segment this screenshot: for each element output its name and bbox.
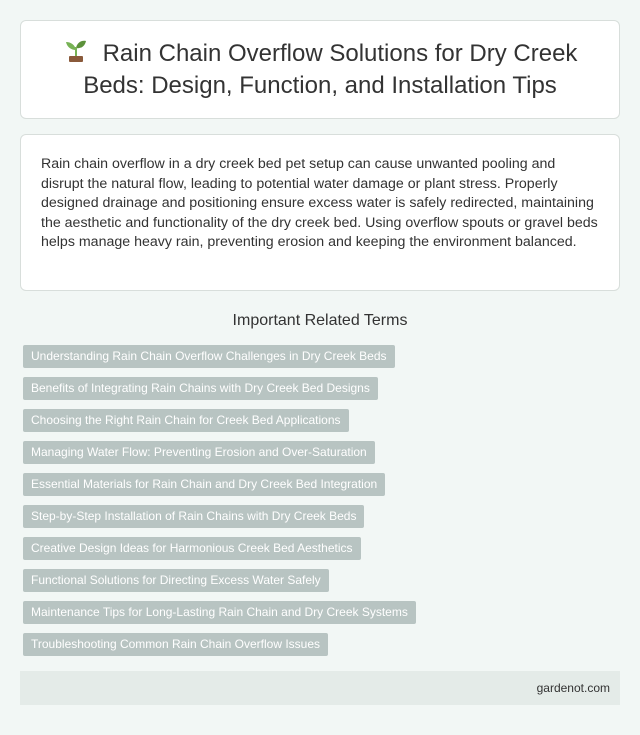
related-term-link[interactable]: Functional Solutions for Directing Excess Water Safely (23, 569, 329, 592)
title-card (20, 20, 620, 119)
related-term-link[interactable]: Understanding Rain Chain Overflow Challenges in Dry Creek Beds (23, 345, 395, 368)
footer (20, 671, 620, 705)
related-term-link[interactable]: Step-by-Step Installation of Rain Chains with Dry Creek Beds (23, 505, 364, 528)
related-term-link[interactable]: Creative Design Ideas for Harmonious Creek Bed Aesthetics (23, 537, 361, 560)
related-terms-list (23, 345, 583, 665)
related-term-link[interactable]: Benefits of Integrating Rain Chains with Dry Creek Bed Designs (23, 377, 378, 400)
description-text: Rain chain overflow in a dry creek bed pet setup can cause unwanted pooling and disrupt the natural flow, leading to potential water damage or plant stress. Properly designed drainage and positioning ensure excess water is safely redirected, maintaining the aesthetic and functionality of the dry creek bed. Using overflow spouts or gravel beds helps manage heavy rain, preventing erosion and keeping the environment balanced. (41, 156, 598, 250)
description-card (20, 134, 620, 291)
related-terms-heading: Important Related Terms (232, 312, 408, 329)
seedling-icon (63, 38, 89, 64)
related-term-link[interactable]: Managing Water Flow: Preventing Erosion and Over-Saturation (23, 441, 375, 464)
footer-site-name[interactable]: gardenot.com (536, 681, 610, 695)
page-title (51, 38, 589, 102)
related-term-link[interactable]: Troubleshooting Common Rain Chain Overflow Issues (23, 633, 328, 656)
page-title-text: Rain Chain Overflow Solutions for Dry Creek Beds: Design, Function, and Installation Tips (83, 39, 578, 99)
related-term-link[interactable]: Choosing the Right Rain Chain for Creek Bed Applications (23, 409, 349, 432)
related-term-link[interactable]: Essential Materials for Rain Chain and Dry Creek Bed Integration (23, 473, 385, 496)
related-term-link[interactable]: Maintenance Tips for Long-Lasting Rain Chain and Dry Creek Systems (23, 601, 416, 624)
